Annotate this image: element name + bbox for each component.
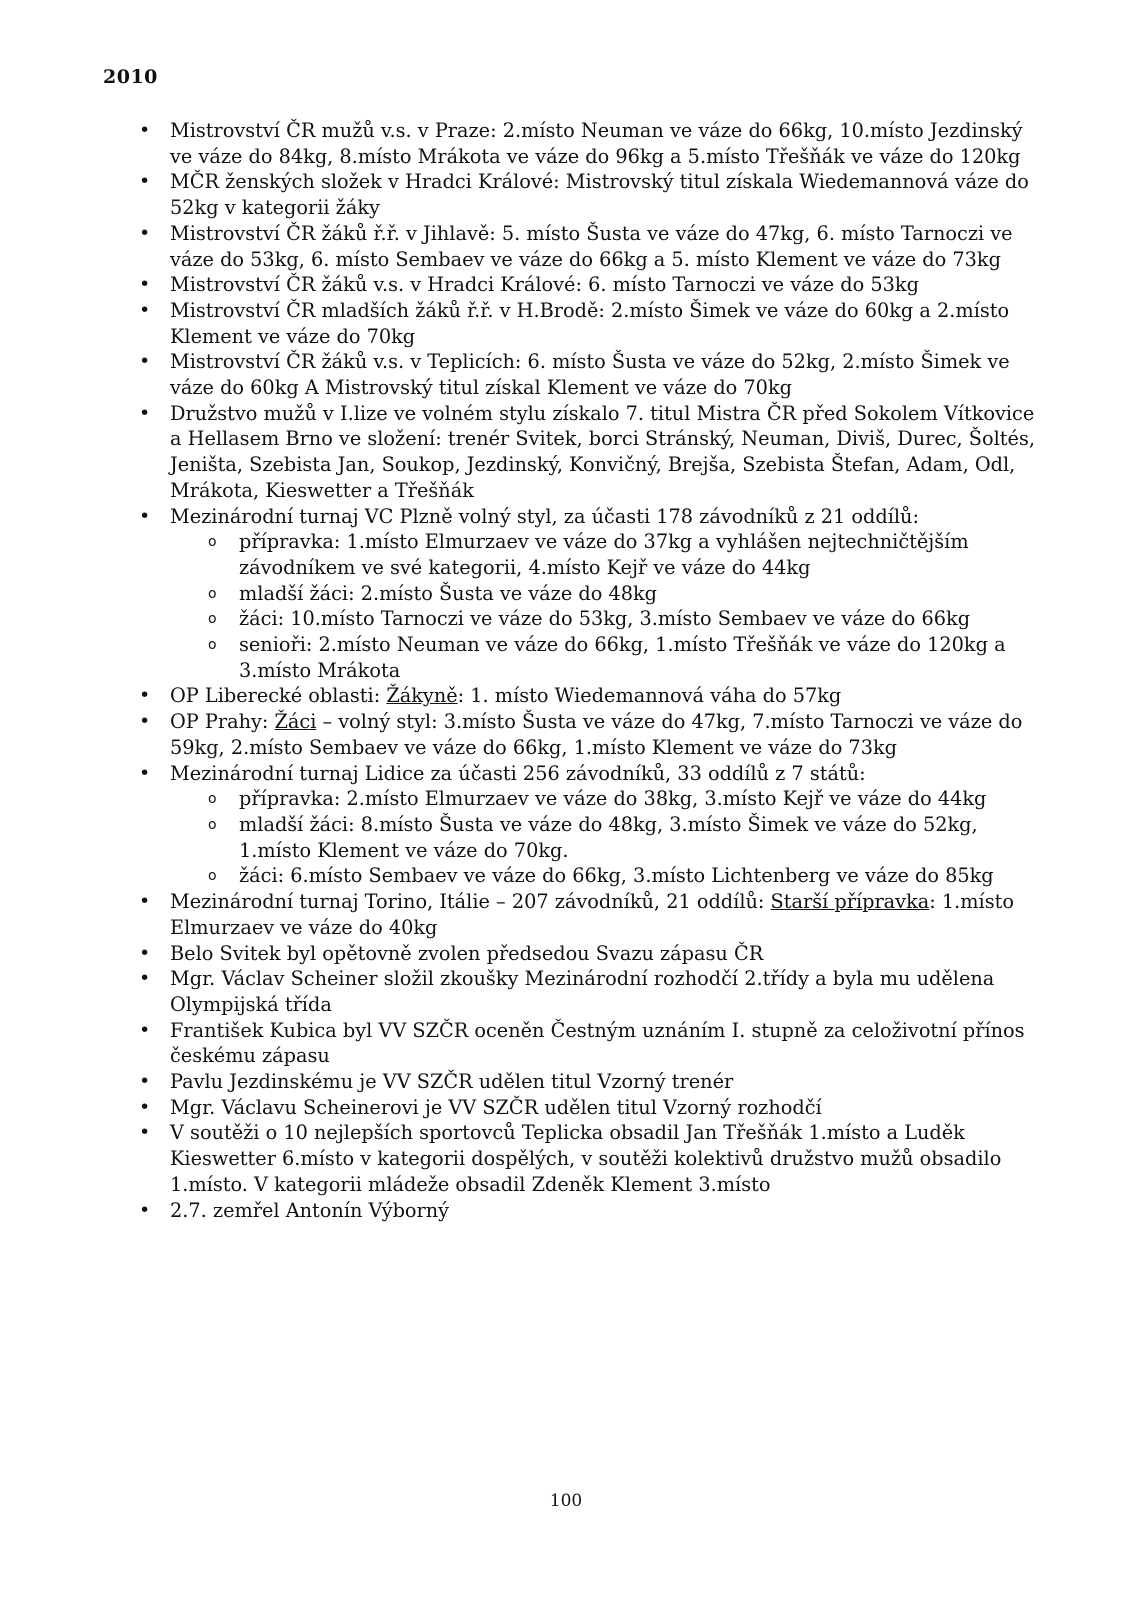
list-item: • 2.7. zemřel Antonín Výborný — [170, 1198, 1040, 1224]
section-heading: 2010 — [103, 66, 158, 88]
list-item: • Mgr. Václav Scheiner složil zkoušky Mezinárodní rozhodčí 2.třídy a byla mu udělena Olympijská třída — [170, 966, 1040, 1017]
sublist — [170, 786, 1040, 889]
sublist-item: o mladší žáci: 2.místo Šusta ve váze do 48kg — [239, 581, 1040, 607]
list-item: • Družstvo mužů v I.lize ve volném stylu získalo 7. titul Mistra ČR před Sokolem Vítkovice a Hellasem Brno ve složení: trenér Svitek, borci Stránský, Neuman, Diviš, Durec, Šoltés, Jeništa, Szebista Jan, Soukop, Jezdinský, Konvičný, Brejša, Szebista Štefan, Adam, Odl, Mrákota, Kieswetter a Třešňák — [170, 401, 1040, 504]
list-item: • Mezinárodní turnaj Torino, Itálie – 207 závodníků, 21 oddílů: Starší přípravka: 1.místo Elmurzaev ve váze do 40kg — [170, 889, 1040, 940]
list-item: • Mistrovství ČR žáků ř.ř. v Jihlavě: 5. místo Šusta ve váze do 47kg, 6. místo Tarnoczi ve váze do 53kg, 6. místo Sembaev ve váze do 66kg a 5. místo Klement ve váze do 73kg — [170, 221, 1040, 272]
sublist — [170, 529, 1040, 683]
sublist-item: o přípravka: 2.místo Elmurzaev ve váze do 38kg, 3.místo Kejř ve váze do 44kg — [239, 786, 1040, 812]
list-item: • MČR ženských složek v Hradci Králové: Mistrovský titul získala Wiedemannová váze do 52kg v kategorii žáky — [170, 169, 1040, 220]
list-item: • V soutěži o 10 nejlepších sportovců Teplicka obsadil Jan Třešňák 1.místo a Luděk Kieswetter 6.místo v kategorii dospělých, v soutěži kolektivů družstvo mužů obsadilo 1.místo. V kategorii mládeže obsadil Zdeněk Klement 3.místo — [170, 1120, 1040, 1197]
sublist-item: o žáci: 6.místo Sembaev ve váze do 66kg, 3.místo Lichtenberg ve váze do 85kg — [239, 863, 1040, 889]
page-number: 100 — [549, 1491, 583, 1511]
underlined-term: Starší přípravka — [770, 890, 930, 914]
list-item: • OP Prahy: Žáci – volný styl: 3.místo Šusta ve váze do 47kg, 7.místo Tarnoczi ve váze do 59kg, 2.místo Sembaev ve váze do 66kg, 1.místo Klement ve váze do 73kg — [170, 709, 1040, 760]
list-item: • Mgr. Václavu Scheinerovi je VV SZČR udělen titul Vzorný rozhodčí — [170, 1095, 1040, 1121]
sublist-item: o senioři: 2.místo Neuman ve váze do 66kg, 1.místo Třešňák ve váze do 120kg a 3.místo Mrákota — [239, 632, 1040, 683]
list-item: • František Kubica byl VV SZČR oceněn Čestným uznáním I. stupně za celoživotní přínos českému zápasu — [170, 1018, 1040, 1069]
list-item: • Belo Svitek byl opětovně zvolen předsedou Svazu zápasu ČR — [170, 941, 1040, 967]
underlined-term: Žáci — [274, 710, 317, 734]
sublist-item: o žáci: 10.místo Tarnoczi ve váze do 53kg, 3.místo Sembaev ve váze do 66kg — [239, 606, 1040, 632]
list-item: • Mistrovství ČR žáků v.s. v Hradci Králové: 6. místo Tarnoczi ve váze do 53kg — [170, 272, 1040, 298]
list-item: • OP Liberecké oblasti: Žákyně: 1. místo Wiedemannová váha do 57kg — [170, 683, 1040, 709]
events-list — [170, 118, 1040, 1223]
list-item: • Mistrovství ČR mladších žáků ř.ř. v H.Brodě: 2.místo Šimek ve váze do 60kg a 2.místo Klement ve váze do 70kg — [170, 298, 1040, 349]
underlined-term: Žákyně — [386, 684, 458, 708]
list-item: • Mezinárodní turnaj Lidice za účasti 256 závodníků, 33 oddílů z 7 států: o přípravka: 2.místo Elmurzaev ve váze do 38kg, 3.místo Kejř ve váze do 44kg o mladší žáci: 8.místo Šusta ve váze do 48kg, 3.místo Šimek ve váze do 52kg, 1.místo Klement ve váze do 70kg. o žáci: 6.místo Sembaev ve váze do 66kg, 3.místo Lichtenberg ve váze do 85kg — [170, 761, 1040, 890]
list-item: • Mezinárodní turnaj VC Plzně volný styl, za účasti 178 závodníků z 21 oddílů: o přípravka: 1.místo Elmurzaev ve váze do 37kg a vyhlášen nejtechničtějším závodníkem ve své kategorii, 4.místo Kejř ve váze do 44kg o mladší žáci: 2.místo Šusta ve váze do 48kg o žáci: 10.místo Tarnoczi ve váze do 53kg, 3.místo Sembaev ve váze do 66kg o senioři: 2.místo Neuman ve váze do 66kg, 1.místo Třešňák ve váze do 120kg a 3.místo Mrákota — [170, 504, 1040, 684]
list-item: • Mistrovství ČR mužů v.s. v Praze: 2.místo Neuman ve váze do 66kg, 10.místo Jezdinský ve váze do 84kg, 8.místo Mrákota ve váze do 96kg a 5.místo Třešňák ve váze do 120kg — [170, 118, 1040, 169]
sublist-item: o mladší žáci: 8.místo Šusta ve váze do 48kg, 3.místo Šimek ve váze do 52kg, 1.místo Klement ve váze do 70kg. — [239, 812, 1040, 863]
sublist-item: o přípravka: 1.místo Elmurzaev ve váze do 37kg a vyhlášen nejtechničtějším závodníkem ve své kategorii, 4.místo Kejř ve váze do 44kg — [239, 529, 1040, 580]
list-item: • Pavlu Jezdinskému je VV SZČR udělen titul Vzorný trenér — [170, 1069, 1040, 1095]
list-item: • Mistrovství ČR žáků v.s. v Teplicích: 6. místo Šusta ve váze do 52kg, 2.místo Šimek ve váze do 60kg A Mistrovský titul získal Klement ve váze do 70kg — [170, 349, 1040, 400]
